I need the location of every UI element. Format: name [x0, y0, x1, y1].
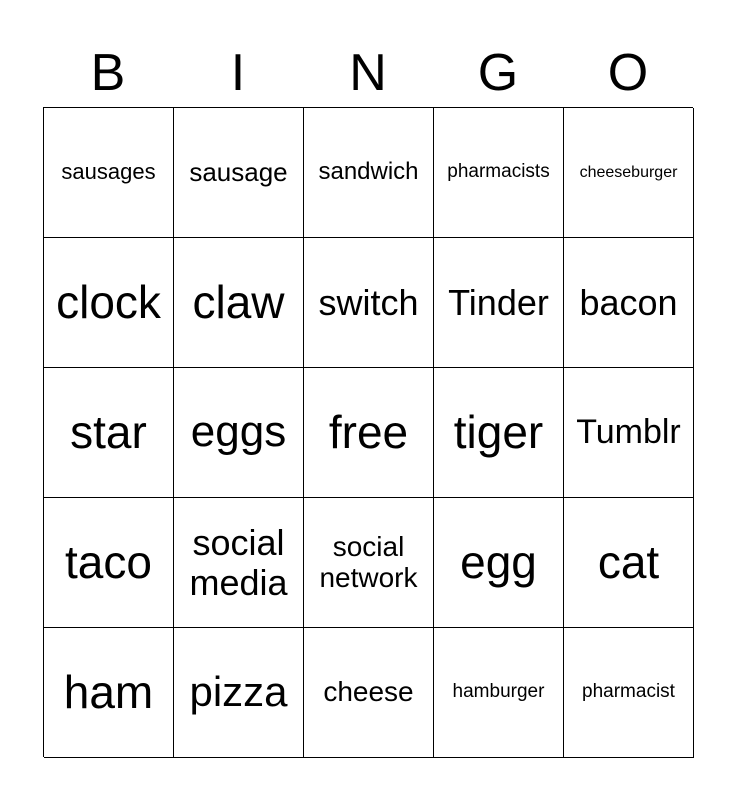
cell-label: star [70, 406, 147, 459]
header-letter-n: N [349, 44, 387, 102]
cell-label: claw [192, 276, 285, 329]
bingo-cell[interactable] [174, 368, 304, 498]
bingo-grid [43, 107, 693, 757]
cell-label: pharmacist [582, 681, 675, 703]
bingo-cell[interactable] [174, 238, 304, 368]
cell-label: cat [597, 536, 660, 589]
cell-label: social media [189, 521, 288, 603]
cell-label: eggs [190, 407, 287, 457]
bingo-cell[interactable] [44, 498, 174, 628]
bingo-cell[interactable] [44, 628, 174, 758]
bingo-cell[interactable] [434, 498, 564, 628]
header-letter-i: I [230, 44, 246, 102]
header-letter-o: O [607, 44, 649, 102]
cell-label: ham [63, 666, 154, 719]
bingo-cell[interactable] [44, 238, 174, 368]
cell-label: egg [460, 536, 537, 589]
cell-label: social network [319, 530, 418, 593]
bingo-cell[interactable] [434, 368, 564, 498]
cell-label: sausages [61, 159, 156, 185]
cell-label: pharmacists [447, 161, 550, 183]
cell-label: Tinder [448, 281, 549, 323]
cell-label: pizza [189, 668, 288, 716]
bingo-cell[interactable] [174, 498, 304, 628]
bingo-cell[interactable] [44, 368, 174, 498]
bingo-cell[interactable] [304, 628, 434, 758]
bingo-cell[interactable] [564, 368, 694, 498]
cell-label: sandwich [318, 158, 419, 186]
cell-label: free [328, 406, 409, 459]
bingo-cell[interactable] [304, 498, 434, 628]
cell-label: tiger [453, 406, 544, 459]
bingo-cell[interactable] [564, 238, 694, 368]
bingo-cell[interactable] [434, 238, 564, 368]
bingo-cell[interactable] [304, 368, 434, 498]
cell-label: switch [318, 281, 419, 323]
bingo-cell[interactable] [564, 498, 694, 628]
bingo-cell[interactable] [44, 108, 174, 238]
cell-label: bacon [579, 281, 678, 323]
cell-label: cheeseburger [579, 163, 678, 181]
header-letter-g: G [477, 44, 519, 102]
bingo-cell[interactable] [434, 108, 564, 238]
bingo-cell[interactable] [434, 628, 564, 758]
bingo-cell[interactable] [304, 238, 434, 368]
bingo-cell[interactable] [564, 108, 694, 238]
cell-label: clock [56, 276, 161, 329]
bingo-cell[interactable] [174, 108, 304, 238]
bingo-cell[interactable] [564, 628, 694, 758]
cell-label: hamburger [452, 681, 545, 703]
cell-label: taco [65, 536, 152, 589]
bingo-cell[interactable] [174, 628, 304, 758]
bingo-header [43, 40, 693, 106]
cell-label: cheese [323, 676, 414, 708]
cell-label: sausage [189, 157, 288, 188]
bingo-cell[interactable] [304, 108, 434, 238]
cell-label: Tumblr [576, 412, 681, 451]
header-letter-b: B [90, 44, 126, 102]
